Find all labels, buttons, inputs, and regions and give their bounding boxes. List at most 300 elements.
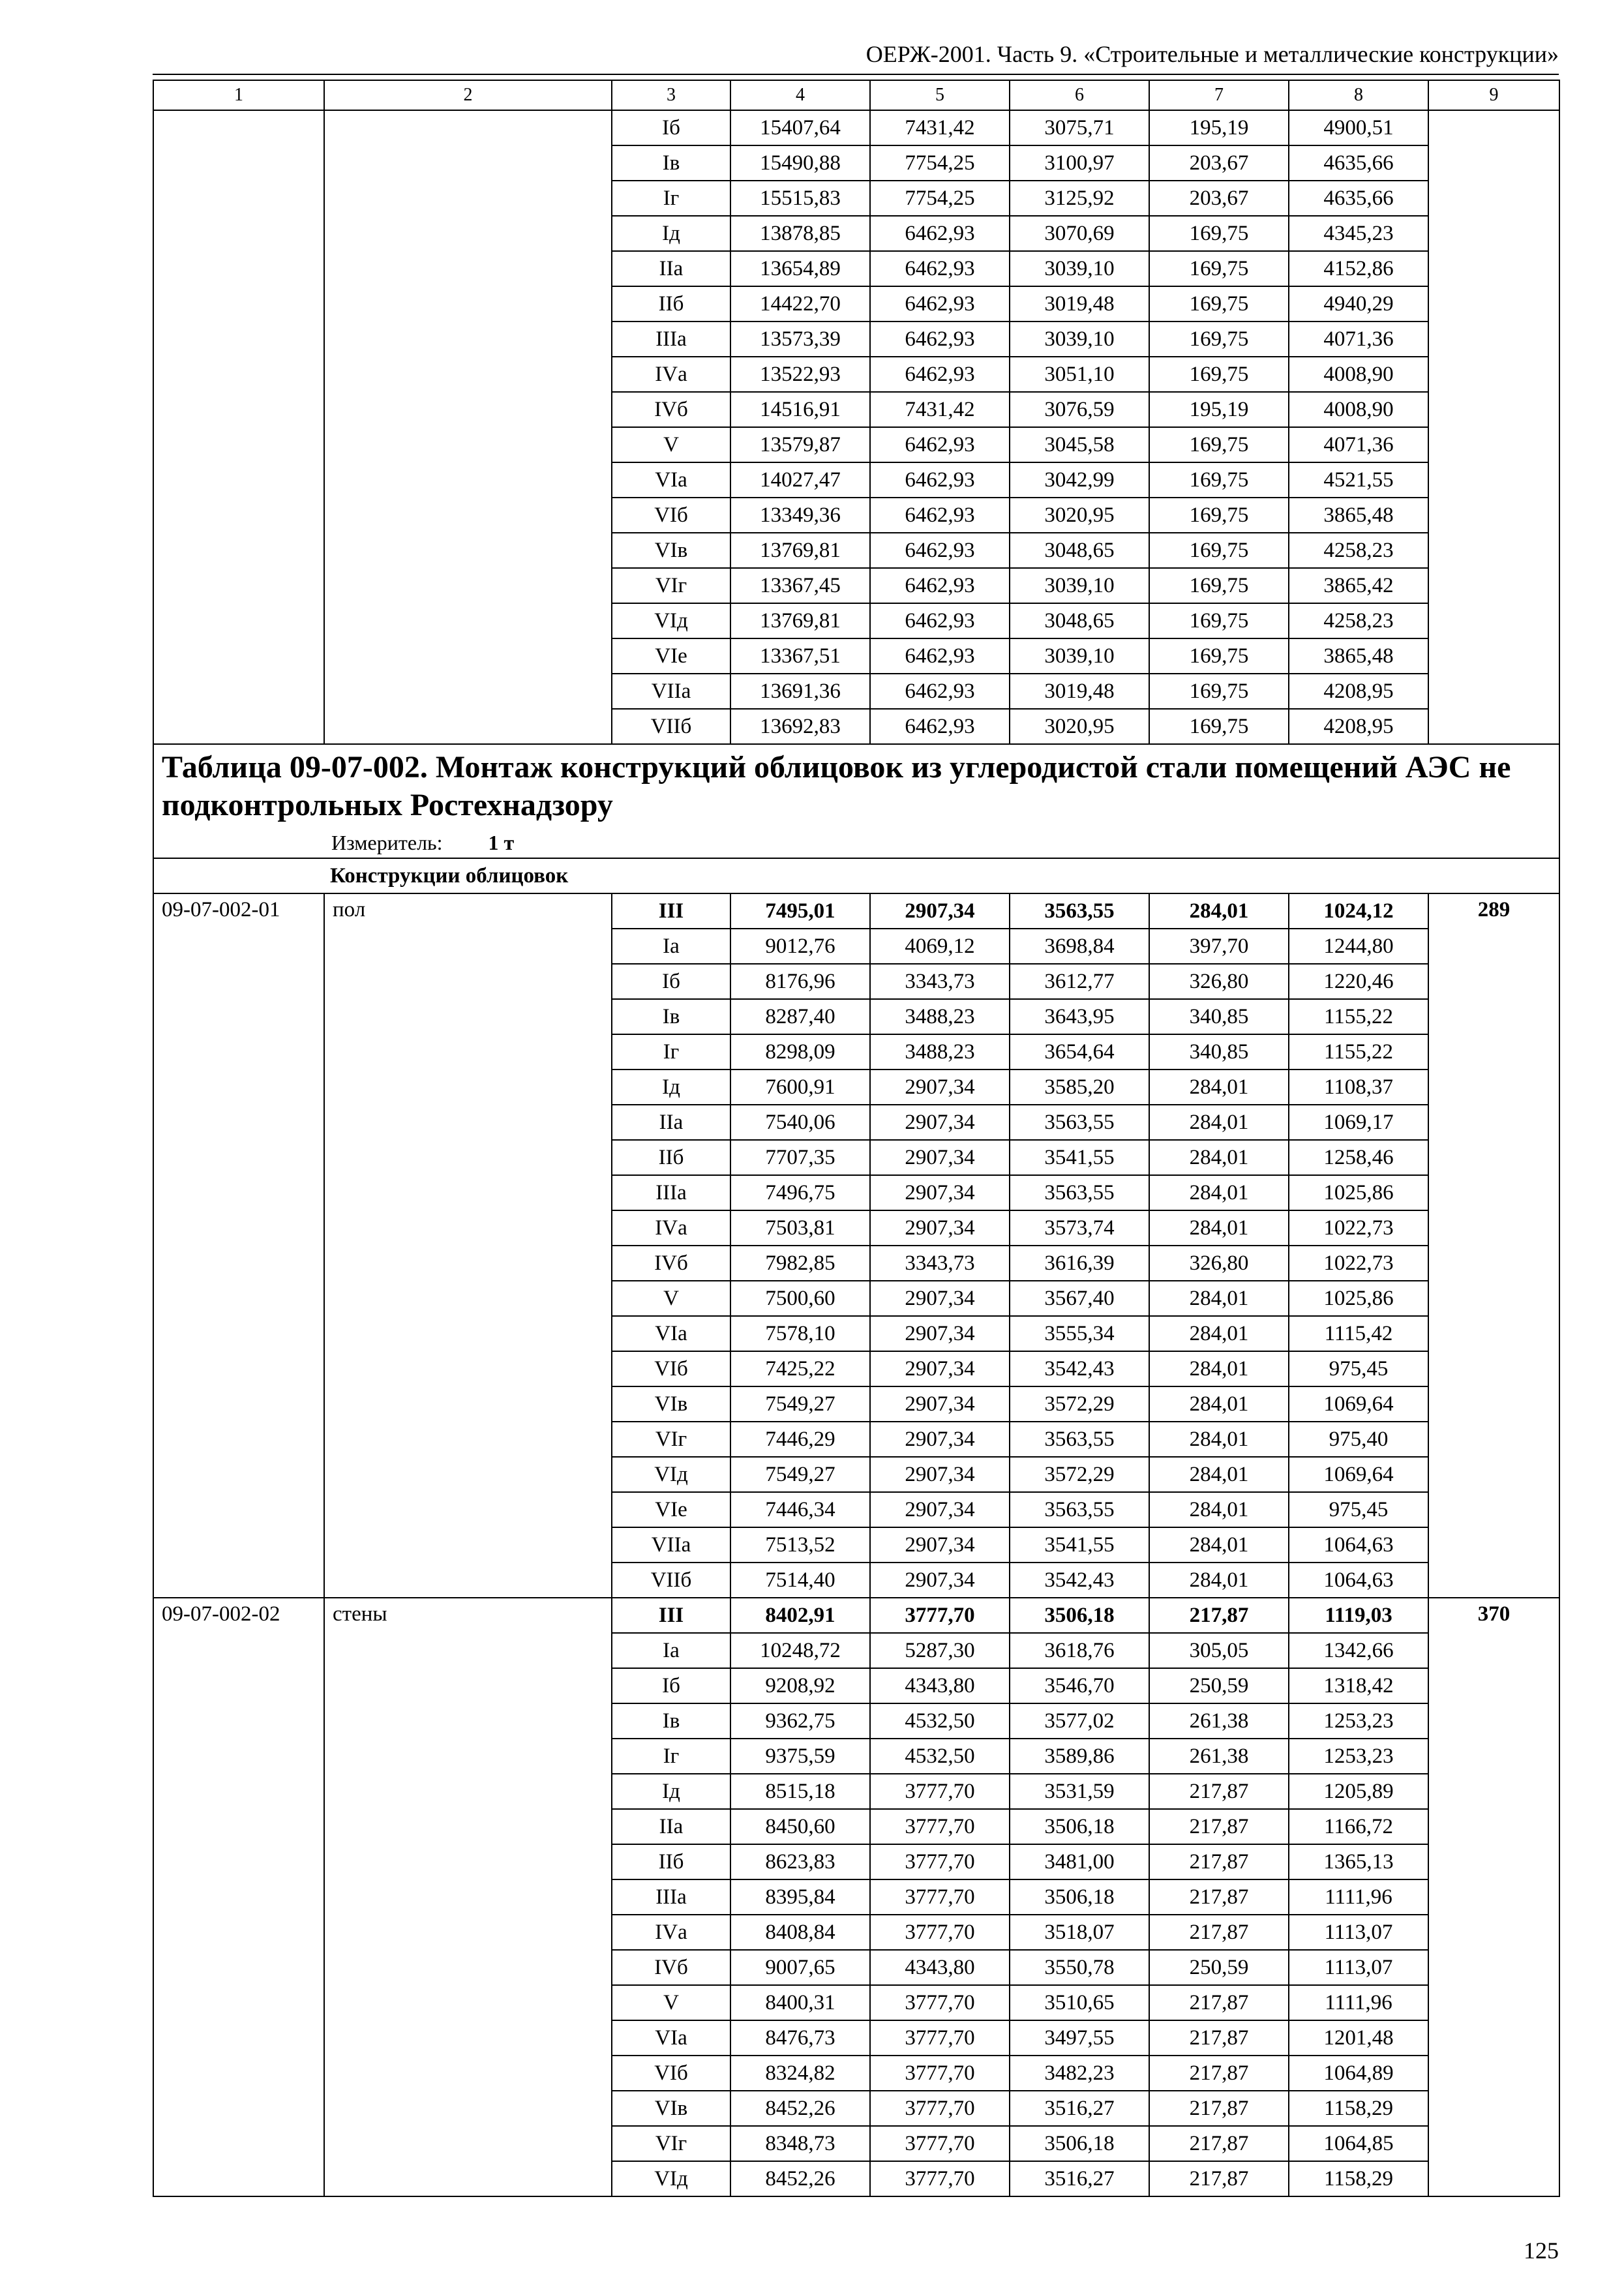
direct-costs-cell: 7514,40	[730, 1563, 870, 1598]
machines-cell: 3563,55	[1010, 1105, 1149, 1140]
materials-cell: 1022,73	[1289, 1246, 1428, 1281]
machines-cell: 3070,69	[1010, 216, 1149, 251]
wages-cell: 3343,73	[870, 1246, 1010, 1281]
materials-cell: 975,45	[1289, 1492, 1428, 1527]
drivers-wages-cell: 195,19	[1149, 110, 1289, 145]
machines-cell: 3048,65	[1010, 603, 1149, 638]
drivers-wages-cell: 340,85	[1149, 1034, 1289, 1070]
drivers-wages-cell: 261,38	[1149, 1703, 1289, 1739]
machines-cell: 3542,43	[1010, 1563, 1149, 1598]
drivers-wages-cell: 195,19	[1149, 392, 1289, 427]
zone-cell: IIб	[612, 286, 730, 322]
wages-cell: 3488,23	[870, 1034, 1010, 1070]
direct-costs-cell: 8395,84	[730, 1879, 870, 1915]
materials-cell: 1108,37	[1289, 1070, 1428, 1105]
machines-cell: 3481,00	[1010, 1844, 1149, 1879]
materials-cell: 4345,23	[1289, 216, 1428, 251]
direct-costs-cell: 8298,09	[730, 1034, 870, 1070]
materials-cell: 1064,63	[1289, 1563, 1428, 1598]
direct-costs-cell: 8400,31	[730, 1985, 870, 2020]
direct-costs-cell: 7600,91	[730, 1070, 870, 1105]
wages-cell: 2907,34	[870, 1457, 1010, 1492]
zone-cell: VIIа	[612, 674, 730, 709]
drivers-wages-cell: 217,87	[1149, 1844, 1289, 1879]
machines-cell: 3020,95	[1010, 709, 1149, 744]
drivers-wages-cell: 169,75	[1149, 427, 1289, 462]
zone-cell: VIIа	[612, 1527, 730, 1563]
materials-cell: 1115,42	[1289, 1316, 1428, 1351]
machines-cell: 3506,18	[1010, 1809, 1149, 1844]
machines-cell: 3563,55	[1010, 893, 1149, 929]
materials-cell: 1342,66	[1289, 1633, 1428, 1668]
wages-cell: 3777,70	[870, 1809, 1010, 1844]
wages-cell: 3777,70	[870, 1915, 1010, 1950]
zone-cell: Iв	[612, 999, 730, 1034]
zone-cell: VIа	[612, 2020, 730, 2056]
wages-cell: 2907,34	[870, 1175, 1010, 1210]
wages-cell: 6462,93	[870, 638, 1010, 674]
drivers-wages-cell: 284,01	[1149, 1175, 1289, 1210]
materials-cell: 1205,89	[1289, 1774, 1428, 1809]
machines-cell: 3698,84	[1010, 929, 1149, 964]
direct-costs-cell: 14422,70	[730, 286, 870, 322]
machines-cell: 3563,55	[1010, 1175, 1149, 1210]
column-number: 9	[1428, 80, 1559, 110]
direct-costs-cell: 7503,81	[730, 1210, 870, 1246]
materials-cell: 3865,48	[1289, 498, 1428, 533]
zone-cell: VIг	[612, 2126, 730, 2161]
zone-cell: Iа	[612, 929, 730, 964]
drivers-wages-cell: 284,01	[1149, 1492, 1289, 1527]
drivers-wages-cell: 305,05	[1149, 1633, 1289, 1668]
direct-costs-cell: 13349,36	[730, 498, 870, 533]
column-number-row	[153, 80, 1559, 110]
code-cell: 09-07-002-02	[153, 1598, 324, 2196]
machines-cell: 3051,10	[1010, 357, 1149, 392]
materials-cell: 4152,86	[1289, 251, 1428, 286]
zone-cell: Iб	[612, 964, 730, 999]
materials-cell: 1113,07	[1289, 1915, 1428, 1950]
materials-cell: 1064,89	[1289, 2056, 1428, 2091]
direct-costs-cell: 13367,51	[730, 638, 870, 674]
direct-costs-cell: 13878,85	[730, 216, 870, 251]
wages-cell: 6462,93	[870, 603, 1010, 638]
machines-cell: 3039,10	[1010, 251, 1149, 286]
machines-cell: 3541,55	[1010, 1140, 1149, 1175]
zone-cell: VIд	[612, 603, 730, 638]
drivers-wages-cell: 284,01	[1149, 1281, 1289, 1316]
drivers-wages-cell: 284,01	[1149, 1210, 1289, 1246]
zone-cell: IIб	[612, 1844, 730, 1879]
wages-cell: 2907,34	[870, 1563, 1010, 1598]
column-number: 1	[153, 80, 324, 110]
machines-cell: 3572,29	[1010, 1386, 1149, 1422]
zone-cell: III	[612, 1598, 730, 1633]
column-number: 3	[612, 80, 730, 110]
machines-cell: 3563,55	[1010, 1492, 1149, 1527]
direct-costs-cell: 13522,93	[730, 357, 870, 392]
machines-cell: 3546,70	[1010, 1668, 1149, 1703]
materials-cell: 1166,72	[1289, 1809, 1428, 1844]
materials-cell: 1069,17	[1289, 1105, 1428, 1140]
materials-cell: 1025,86	[1289, 1175, 1428, 1210]
machines-cell: 3541,55	[1010, 1527, 1149, 1563]
measure-line	[162, 824, 1551, 855]
materials-cell: 1253,23	[1289, 1739, 1428, 1774]
machines-cell: 3516,27	[1010, 2091, 1149, 2126]
drivers-wages-cell: 169,75	[1149, 603, 1289, 638]
zone-cell: VIIб	[612, 1563, 730, 1598]
drivers-wages-cell: 284,01	[1149, 1105, 1289, 1140]
materials-cell: 1155,22	[1289, 999, 1428, 1034]
wages-cell: 4343,80	[870, 1950, 1010, 1985]
materials-cell: 4900,51	[1289, 110, 1428, 145]
direct-costs-cell: 15490,88	[730, 145, 870, 181]
drivers-wages-cell: 284,01	[1149, 1422, 1289, 1457]
zone-cell: VIв	[612, 2091, 730, 2126]
code-cell	[153, 110, 324, 744]
wages-cell: 7431,42	[870, 110, 1010, 145]
machines-cell: 3019,48	[1010, 286, 1149, 322]
direct-costs-cell: 8452,26	[730, 2091, 870, 2126]
materials-cell: 1365,13	[1289, 1844, 1428, 1879]
measure-value: 1 т	[488, 831, 515, 854]
column-number: 2	[324, 80, 612, 110]
zone-cell: Iа	[612, 1633, 730, 1668]
wages-cell: 2907,34	[870, 1351, 1010, 1386]
direct-costs-cell: 7549,27	[730, 1386, 870, 1422]
zone-cell: V	[612, 427, 730, 462]
machines-cell: 3042,99	[1010, 462, 1149, 498]
machines-cell: 3482,23	[1010, 2056, 1149, 2091]
wages-cell: 6462,93	[870, 709, 1010, 744]
zone-cell: VIе	[612, 1492, 730, 1527]
wages-cell: 6462,93	[870, 216, 1010, 251]
machines-cell: 3572,29	[1010, 1457, 1149, 1492]
direct-costs-cell: 7982,85	[730, 1246, 870, 1281]
table-row	[153, 893, 1559, 929]
drivers-wages-cell: 284,01	[1149, 1070, 1289, 1105]
materials-cell: 1158,29	[1289, 2161, 1428, 2196]
materials-cell: 4635,66	[1289, 181, 1428, 216]
zone-cell: VIб	[612, 1351, 730, 1386]
materials-cell: 4521,55	[1289, 462, 1428, 498]
price-table	[153, 80, 1560, 2197]
materials-cell: 4940,29	[1289, 286, 1428, 322]
name-cell	[324, 110, 612, 744]
wages-cell: 5287,30	[870, 1633, 1010, 1668]
direct-costs-cell: 9208,92	[730, 1668, 870, 1703]
machines-cell: 3654,64	[1010, 1034, 1149, 1070]
machines-cell: 3020,95	[1010, 498, 1149, 533]
wages-cell: 6462,93	[870, 322, 1010, 357]
zone-cell: Iд	[612, 1774, 730, 1809]
machines-cell: 3506,18	[1010, 2126, 1149, 2161]
column-number: 8	[1289, 80, 1428, 110]
materials-cell: 4208,95	[1289, 674, 1428, 709]
wages-cell: 3777,70	[870, 1598, 1010, 1633]
wages-cell: 6462,93	[870, 498, 1010, 533]
direct-costs-cell: 13573,39	[730, 322, 870, 357]
machines-cell: 3616,39	[1010, 1246, 1149, 1281]
measure-label: Измеритель:	[331, 831, 443, 854]
direct-costs-cell: 10248,72	[730, 1633, 870, 1668]
drivers-wages-cell: 261,38	[1149, 1739, 1289, 1774]
drivers-wages-cell: 169,75	[1149, 498, 1289, 533]
materials-cell: 1318,42	[1289, 1668, 1428, 1703]
drivers-wages-cell: 169,75	[1149, 462, 1289, 498]
machines-cell: 3563,55	[1010, 1422, 1149, 1457]
materials-cell: 4635,66	[1289, 145, 1428, 181]
zone-cell: IVа	[612, 1210, 730, 1246]
materials-cell: 1253,23	[1289, 1703, 1428, 1739]
machines-cell: 3019,48	[1010, 674, 1149, 709]
machines-cell: 3573,74	[1010, 1210, 1149, 1246]
zone-cell: VIв	[612, 1386, 730, 1422]
drivers-wages-cell: 397,70	[1149, 929, 1289, 964]
direct-costs-cell: 7425,22	[730, 1351, 870, 1386]
materials-cell: 3865,48	[1289, 638, 1428, 674]
zone-cell: IIб	[612, 1140, 730, 1175]
direct-costs-cell: 9007,65	[730, 1950, 870, 1985]
machines-cell: 3506,18	[1010, 1598, 1149, 1633]
name-cell: пол	[324, 893, 612, 1598]
drivers-wages-cell: 284,01	[1149, 1457, 1289, 1492]
materials-cell: 1119,03	[1289, 1598, 1428, 1633]
drivers-wages-cell: 169,75	[1149, 533, 1289, 568]
materials-cell: 1111,96	[1289, 1879, 1428, 1915]
direct-costs-cell: 7549,27	[730, 1457, 870, 1492]
wages-cell: 7754,25	[870, 181, 1010, 216]
drivers-wages-cell: 169,75	[1149, 322, 1289, 357]
direct-costs-cell: 7446,29	[730, 1422, 870, 1457]
zone-cell: Iд	[612, 216, 730, 251]
materials-cell: 4258,23	[1289, 603, 1428, 638]
machines-cell: 3577,02	[1010, 1703, 1149, 1739]
drivers-wages-cell: 284,01	[1149, 1351, 1289, 1386]
wages-cell: 3777,70	[870, 1844, 1010, 1879]
zone-cell: IVб	[612, 1950, 730, 1985]
materials-cell: 4258,23	[1289, 533, 1428, 568]
drivers-wages-cell: 169,75	[1149, 216, 1289, 251]
machines-cell: 3045,58	[1010, 427, 1149, 462]
direct-costs-cell: 7495,01	[730, 893, 870, 929]
wages-cell: 2907,34	[870, 1316, 1010, 1351]
machines-cell: 3612,77	[1010, 964, 1149, 999]
materials-cell: 1069,64	[1289, 1457, 1428, 1492]
machines-cell: 3039,10	[1010, 638, 1149, 674]
wages-cell: 3777,70	[870, 1985, 1010, 2020]
direct-costs-cell: 8324,82	[730, 2056, 870, 2091]
direct-costs-cell: 13654,89	[730, 251, 870, 286]
zone-cell: IVб	[612, 1246, 730, 1281]
machines-cell: 3100,97	[1010, 145, 1149, 181]
col9-cell: 289	[1428, 893, 1559, 1598]
wages-cell: 2907,34	[870, 1210, 1010, 1246]
materials-cell: 4008,90	[1289, 357, 1428, 392]
drivers-wages-cell: 217,87	[1149, 1598, 1289, 1633]
drivers-wages-cell: 169,75	[1149, 251, 1289, 286]
drivers-wages-cell: 169,75	[1149, 674, 1289, 709]
materials-cell: 1022,73	[1289, 1210, 1428, 1246]
drivers-wages-cell: 217,87	[1149, 1985, 1289, 2020]
wages-cell: 6462,93	[870, 251, 1010, 286]
direct-costs-cell: 15515,83	[730, 181, 870, 216]
direct-costs-cell: 13367,45	[730, 568, 870, 603]
running-header: ОЕРЖ-2001. Часть 9. «Строительные и металлические конструкции»	[865, 41, 1559, 67]
direct-costs-cell: 15407,64	[730, 110, 870, 145]
wages-cell: 2907,34	[870, 1422, 1010, 1457]
zone-cell: Iг	[612, 181, 730, 216]
machines-cell: 3506,18	[1010, 1879, 1149, 1915]
wages-cell: 7754,25	[870, 145, 1010, 181]
drivers-wages-cell: 217,87	[1149, 1774, 1289, 1809]
zone-cell: IIа	[612, 251, 730, 286]
direct-costs-cell: 7500,60	[730, 1281, 870, 1316]
direct-costs-cell: 8450,60	[730, 1809, 870, 1844]
wages-cell: 7431,42	[870, 392, 1010, 427]
zone-cell: IIIа	[612, 1175, 730, 1210]
wages-cell: 2907,34	[870, 1492, 1010, 1527]
wages-cell: 2907,34	[870, 1070, 1010, 1105]
direct-costs-cell: 8287,40	[730, 999, 870, 1034]
wages-cell: 3777,70	[870, 1774, 1010, 1809]
column-number: 7	[1149, 80, 1289, 110]
table-row	[153, 110, 1559, 145]
direct-costs-cell: 8402,91	[730, 1598, 870, 1633]
zone-cell: V	[612, 1985, 730, 2020]
drivers-wages-cell: 217,87	[1149, 2126, 1289, 2161]
drivers-wages-cell: 169,75	[1149, 638, 1289, 674]
zone-cell: IVа	[612, 357, 730, 392]
direct-costs-cell: 7513,52	[730, 1527, 870, 1563]
drivers-wages-cell: 169,75	[1149, 709, 1289, 744]
table-title-cell	[153, 744, 1559, 858]
wages-cell: 3777,70	[870, 2161, 1010, 2196]
drivers-wages-cell: 284,01	[1149, 1140, 1289, 1175]
zone-cell: IIа	[612, 1809, 730, 1844]
drivers-wages-cell: 326,80	[1149, 1246, 1289, 1281]
machines-cell: 3550,78	[1010, 1950, 1149, 1985]
materials-cell: 975,40	[1289, 1422, 1428, 1457]
wages-cell: 4532,50	[870, 1703, 1010, 1739]
section-title: Конструкции облицовок	[153, 858, 1559, 893]
direct-costs-cell: 13769,81	[730, 603, 870, 638]
zone-cell: III	[612, 893, 730, 929]
wages-cell: 2907,34	[870, 1140, 1010, 1175]
direct-costs-cell: 8348,73	[730, 2126, 870, 2161]
direct-costs-cell: 9012,76	[730, 929, 870, 964]
zone-cell: VIг	[612, 568, 730, 603]
direct-costs-cell: 7707,35	[730, 1140, 870, 1175]
page-number: 125	[1524, 2237, 1559, 2264]
zone-cell: V	[612, 1281, 730, 1316]
zone-cell: Iв	[612, 1703, 730, 1739]
machines-cell: 3510,65	[1010, 1985, 1149, 2020]
machines-cell: 3643,95	[1010, 999, 1149, 1034]
table-title-row	[153, 744, 1559, 858]
materials-cell: 1024,12	[1289, 893, 1428, 929]
materials-cell: 3865,42	[1289, 568, 1428, 603]
zone-cell: VIа	[612, 1316, 730, 1351]
machines-cell: 3618,76	[1010, 1633, 1149, 1668]
wages-cell: 3777,70	[870, 2020, 1010, 2056]
zone-cell: IVб	[612, 392, 730, 427]
section-row	[153, 858, 1559, 893]
materials-cell: 1025,86	[1289, 1281, 1428, 1316]
zone-cell: Iб	[612, 1668, 730, 1703]
col9-cell: 370	[1428, 1598, 1559, 2196]
zone-cell: VIд	[612, 2161, 730, 2196]
header-rule	[153, 74, 1559, 75]
wages-cell: 3777,70	[870, 2126, 1010, 2161]
machines-cell: 3497,55	[1010, 2020, 1149, 2056]
wages-cell: 2907,34	[870, 1386, 1010, 1422]
materials-cell: 1155,22	[1289, 1034, 1428, 1070]
machines-cell: 3076,59	[1010, 392, 1149, 427]
column-number: 6	[1010, 80, 1149, 110]
drivers-wages-cell: 326,80	[1149, 964, 1289, 999]
machines-cell: 3039,10	[1010, 568, 1149, 603]
column-number: 5	[870, 80, 1010, 110]
zone-cell: Iб	[612, 110, 730, 145]
materials-cell: 1244,80	[1289, 929, 1428, 964]
zone-cell: VIIб	[612, 709, 730, 744]
machines-cell: 3048,65	[1010, 533, 1149, 568]
wages-cell: 6462,93	[870, 286, 1010, 322]
direct-costs-cell: 8408,84	[730, 1915, 870, 1950]
zone-cell: VIв	[612, 533, 730, 568]
machines-cell: 3567,40	[1010, 1281, 1149, 1316]
drivers-wages-cell: 284,01	[1149, 1386, 1289, 1422]
drivers-wages-cell: 169,75	[1149, 568, 1289, 603]
direct-costs-cell: 7496,75	[730, 1175, 870, 1210]
wages-cell: 3777,70	[870, 2091, 1010, 2126]
name-cell: стены	[324, 1598, 612, 2196]
table-body	[153, 80, 1559, 2196]
zone-cell: VIб	[612, 498, 730, 533]
drivers-wages-cell: 203,67	[1149, 181, 1289, 216]
zone-cell: Iд	[612, 1070, 730, 1105]
wages-cell: 2907,34	[870, 1527, 1010, 1563]
direct-costs-cell: 7578,10	[730, 1316, 870, 1351]
machines-cell: 3075,71	[1010, 110, 1149, 145]
materials-cell: 1158,29	[1289, 2091, 1428, 2126]
materials-cell: 1258,46	[1289, 1140, 1428, 1175]
direct-costs-cell: 7446,34	[730, 1492, 870, 1527]
wages-cell: 3343,73	[870, 964, 1010, 999]
code-cell: 09-07-002-01	[153, 893, 324, 1598]
zone-cell: VIа	[612, 462, 730, 498]
direct-costs-cell: 8452,26	[730, 2161, 870, 2196]
materials-cell: 1201,48	[1289, 2020, 1428, 2056]
machines-cell: 3585,20	[1010, 1070, 1149, 1105]
machines-cell: 3542,43	[1010, 1351, 1149, 1386]
direct-costs-cell: 14027,47	[730, 462, 870, 498]
drivers-wages-cell: 217,87	[1149, 1915, 1289, 1950]
wages-cell: 4532,50	[870, 1739, 1010, 1774]
wages-cell: 6462,93	[870, 462, 1010, 498]
machines-cell: 3516,27	[1010, 2161, 1149, 2196]
direct-costs-cell: 13691,36	[730, 674, 870, 709]
direct-costs-cell: 13579,87	[730, 427, 870, 462]
zone-cell: IVа	[612, 1915, 730, 1950]
materials-cell: 4071,36	[1289, 322, 1428, 357]
machines-cell: 3531,59	[1010, 1774, 1149, 1809]
direct-costs-cell: 14516,91	[730, 392, 870, 427]
wages-cell: 3488,23	[870, 999, 1010, 1034]
machines-cell: 3555,34	[1010, 1316, 1149, 1351]
